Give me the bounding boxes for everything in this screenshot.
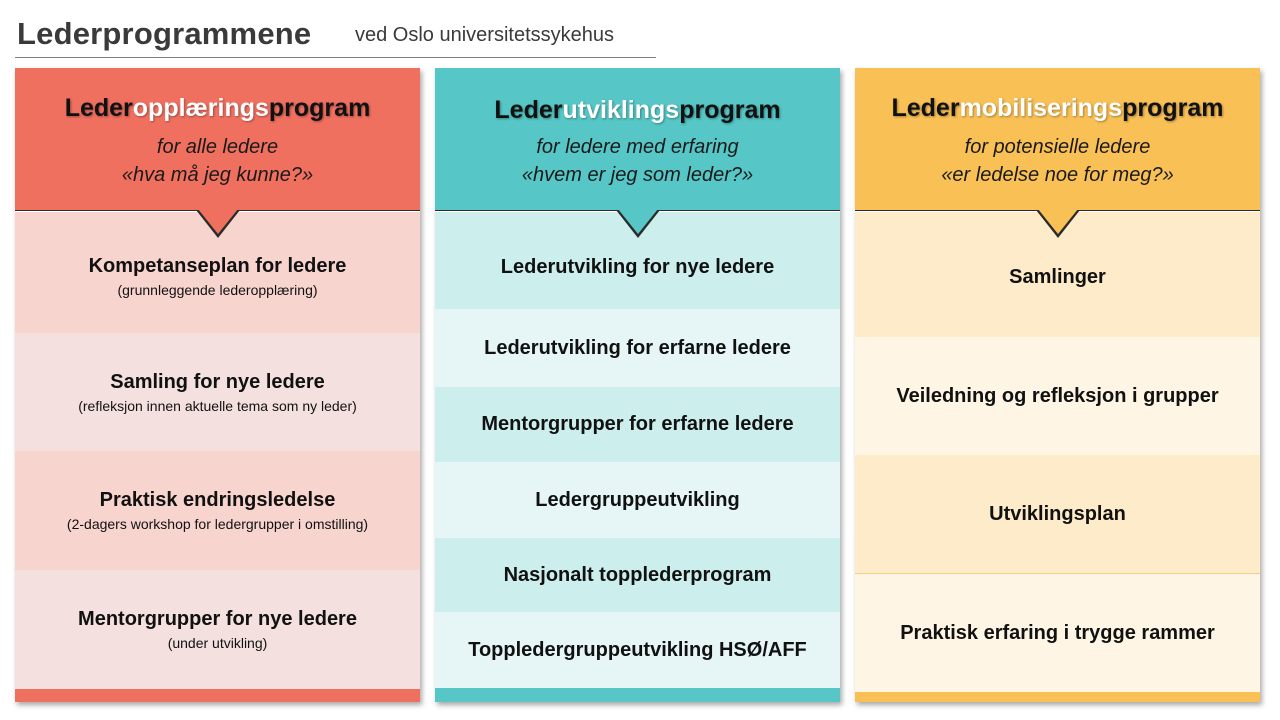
chevron-down-icon — [1036, 210, 1080, 238]
program-item: Samlinger — [855, 212, 1260, 337]
column-question: «hva må jeg kunne?» — [121, 164, 314, 186]
column-heading: Lederopplæringsprogram — [64, 94, 371, 122]
slide-title: Lederprogrammene — [17, 16, 312, 51]
column-lederutviklingsprogram — [435, 68, 840, 702]
slide-subtitle: ved Oslo universitetssykehus — [355, 24, 615, 46]
program-item: Toppledergruppeutvikling HSØ/AFF — [435, 612, 840, 688]
column-question: «hvem er jeg som leder?» — [521, 164, 754, 186]
column-footer — [15, 689, 420, 702]
column-header — [855, 68, 1260, 211]
column-question: «er ledelse noe for meg?» — [941, 164, 1174, 186]
slide-title-bar — [15, 14, 656, 58]
program-item: Lederutvikling for nye ledere — [435, 212, 840, 309]
column-heading: Lederutviklingsprogram — [494, 96, 781, 124]
column-ledermobiliseringsprogram — [855, 68, 1260, 702]
chevron-down-icon — [196, 210, 240, 238]
column-subtitle: for potensielle ledere — [964, 136, 1151, 158]
program-item: Nasjonalt topplederprogram — [435, 538, 840, 612]
column-footer — [435, 688, 840, 702]
column-header — [435, 68, 840, 211]
column-heading: Ledermobiliseringsprogram — [891, 94, 1224, 122]
column-subtitle: for ledere med erfaring — [536, 136, 739, 158]
column-subtitle: for alle ledere — [156, 136, 279, 158]
column-lederopplaeringsprogram — [15, 68, 420, 702]
chevron-down-icon — [616, 210, 660, 238]
program-item: Ledergruppeutvikling — [435, 462, 840, 538]
column-header — [15, 68, 420, 211]
program-item: Praktisk erfaring i trygge rammer — [855, 573, 1260, 692]
program-item: Veiledning og refleksjon i grupper — [855, 337, 1260, 455]
column-footer — [855, 692, 1260, 702]
program-item: Mentorgrupper for erfarne ledere — [435, 387, 840, 462]
program-item: Kompetanseplan for ledere (grunnleggende lederopplæring) — [15, 212, 420, 333]
program-item: Mentorgrupper for nye ledere (under utvikling) — [15, 570, 420, 689]
program-item: Praktisk endringsledelse (2-dagers workshop for ledergrupper i omstilling) — [15, 451, 420, 570]
program-item: Utviklingsplan — [855, 455, 1260, 573]
program-item: Lederutvikling for erfarne ledere — [435, 309, 840, 387]
program-item: Samling for nye ledere (refleksjon innen aktuelle tema som ny leder) — [15, 333, 420, 451]
